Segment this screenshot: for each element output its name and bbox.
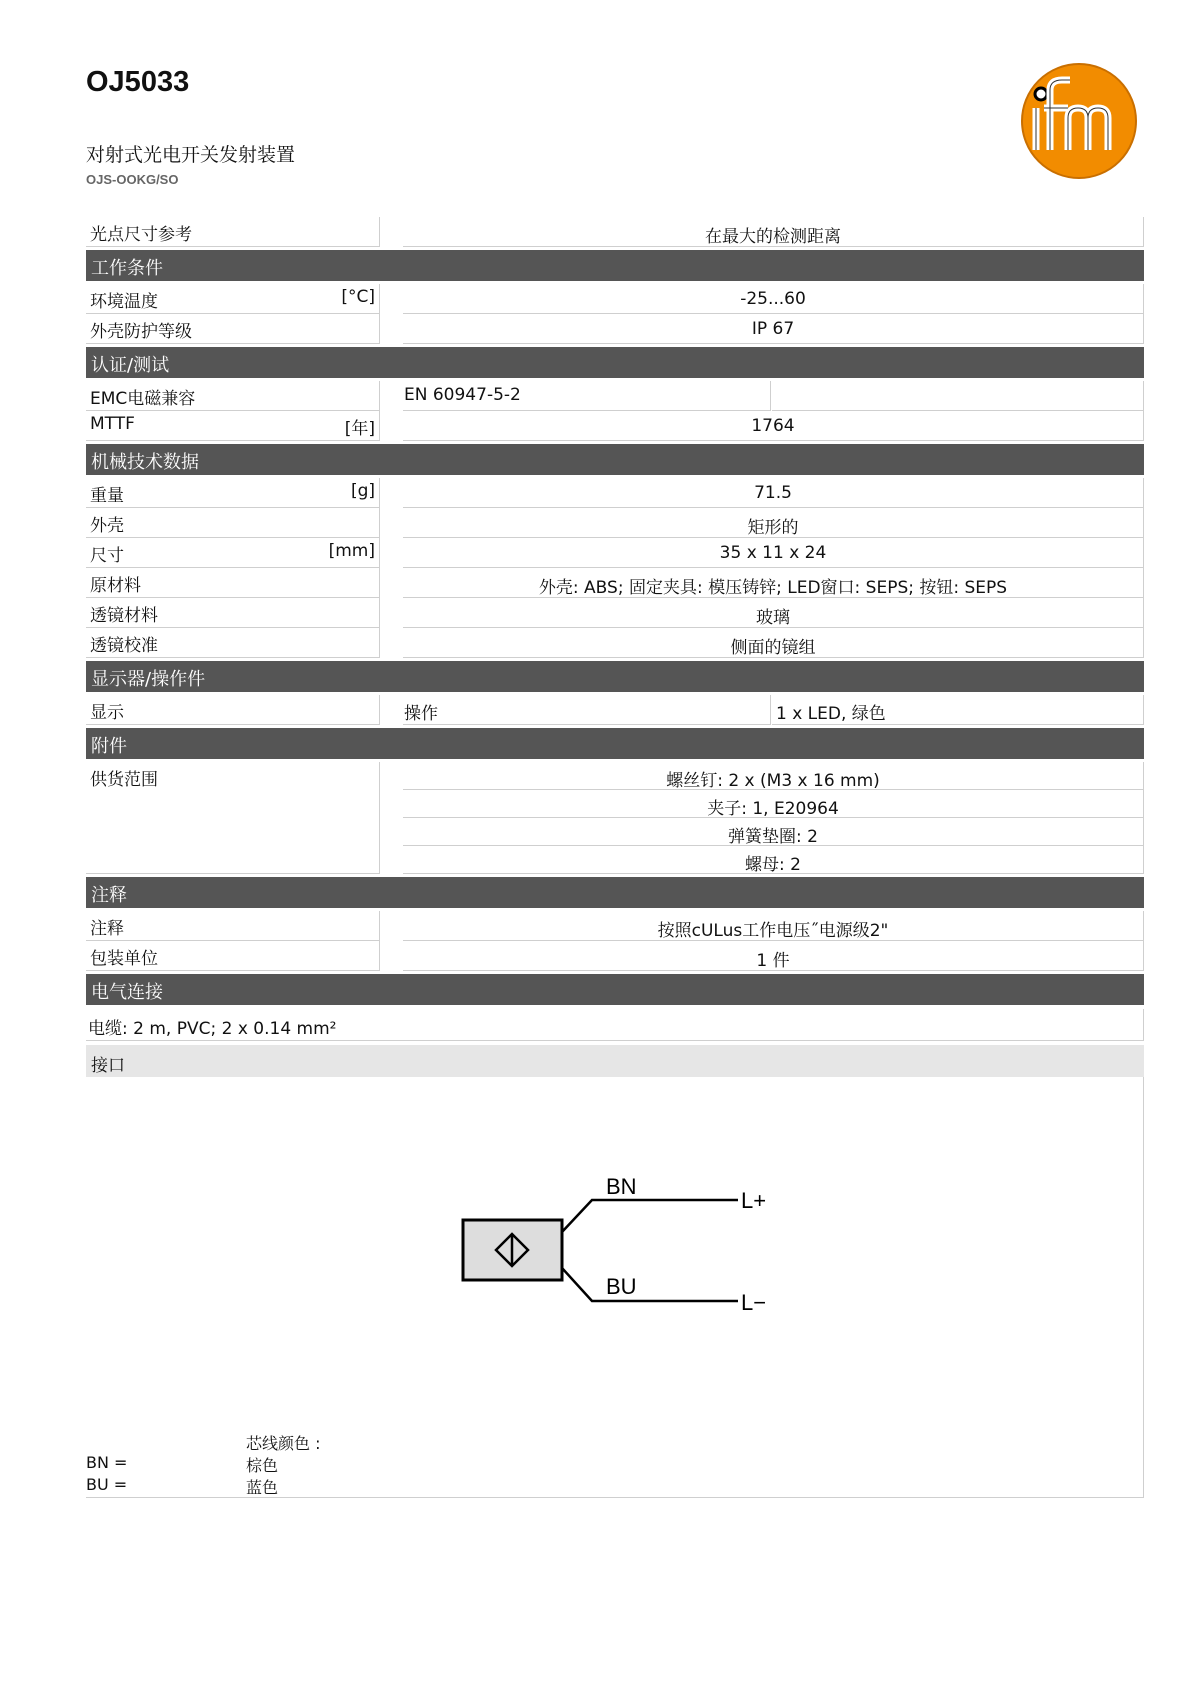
legend-code-bu: BU = xyxy=(86,1475,128,1494)
emc-empty xyxy=(772,381,1144,411)
temp-unit: [°C] xyxy=(341,287,375,307)
wire-bu xyxy=(562,1268,738,1301)
material-value: 外壳: ABS; 固定夹具: 模压铸锌; LED窗口: SEPS; 按钮: SEPS xyxy=(403,568,1144,598)
packaging-label: 包装单位 xyxy=(86,941,380,971)
wiring-diagram-panel xyxy=(86,1077,1144,1498)
temp-label: 环境温度 xyxy=(90,292,158,312)
label-bn: BN xyxy=(606,1174,637,1199)
remark-value: 按照cULus工作电压˝电源级2" xyxy=(403,911,1144,941)
weight-value: 71.5 xyxy=(403,478,1144,508)
section-electrical: 电气连接 xyxy=(86,974,1144,1005)
mttf-value: 1764 xyxy=(403,411,1144,441)
interface-heading: 接口 xyxy=(86,1045,1144,1077)
weight-label: 重量 xyxy=(90,486,124,506)
section-accessories: 附件 xyxy=(86,728,1144,759)
label-bu: BU xyxy=(606,1274,637,1299)
lens-material-label: 透镜材料 xyxy=(86,598,380,628)
scope-item: 弹簧垫圈: 2 xyxy=(403,818,1144,846)
scope-item: 螺母: 2 xyxy=(403,846,1144,874)
spot-size-row xyxy=(86,217,1144,247)
legend-color-bn: 棕色 xyxy=(246,1456,279,1475)
lens-material-value: 玻璃 xyxy=(403,598,1144,628)
section-operating: 工作条件 xyxy=(86,250,1144,281)
packaging-row xyxy=(86,941,1144,971)
mttf-label: MTTF xyxy=(90,414,135,434)
emc-row xyxy=(86,381,1144,411)
lens-material-row xyxy=(86,598,1144,628)
display-row xyxy=(86,695,1144,725)
legend-color-bu: 蓝色 xyxy=(246,1478,279,1497)
section-remarks: 注释 xyxy=(86,877,1144,908)
remark-label: 注释 xyxy=(86,911,380,941)
dimensions-label: 尺寸 xyxy=(90,546,124,566)
material-row xyxy=(86,568,1144,598)
ip-label: 外壳防护等级 xyxy=(86,314,380,344)
housing-label: 外壳 xyxy=(86,508,380,538)
scope-item: 螺丝钉: 2 x (M3 x 16 mm) xyxy=(403,762,1144,790)
datasheet xyxy=(86,217,1144,1498)
housing-value: 矩形的 xyxy=(403,508,1144,538)
scope-of-supply xyxy=(86,762,1144,874)
display-label: 显示 xyxy=(86,695,380,725)
weight-unit: [g] xyxy=(350,481,375,501)
scope-label: 供货范围 xyxy=(86,762,380,874)
spot-size-value: 在最大的检测距离 xyxy=(403,217,1144,247)
temp-value: -25...60 xyxy=(403,284,1144,314)
scope-item: 夹子: 1, E20964 xyxy=(403,790,1144,818)
housing-row xyxy=(86,508,1144,538)
display-operation: 操作 xyxy=(403,695,771,725)
material-label: 原材料 xyxy=(86,568,380,598)
emc-value: EN 60947-5-2 xyxy=(403,381,771,411)
product-code: OJS-OOKG/SO xyxy=(86,172,179,187)
dimensions-row xyxy=(86,538,1144,568)
packaging-value: 1 件 xyxy=(403,941,1144,971)
cable-spec: 电缆: 2 m, PVC; 2 x 0.14 mm² xyxy=(86,1009,1144,1041)
dimensions-unit: [mm] xyxy=(328,541,375,561)
label-l-minus: L− xyxy=(741,1290,767,1315)
ip-row xyxy=(86,314,1144,344)
remark-row xyxy=(86,911,1144,941)
mttf-unit: [年] xyxy=(344,419,375,439)
lens-alignment-value: 侧面的镜组 xyxy=(403,628,1144,658)
legend-heading: 芯线颜色 : xyxy=(246,1434,321,1453)
wire-bn xyxy=(562,1200,738,1232)
dimensions-value: 35 x 11 x 24 xyxy=(403,538,1144,568)
wiring-diagram xyxy=(86,1077,1144,1497)
mttf-row xyxy=(86,411,1144,441)
display-value: 1 x LED, 绿色 xyxy=(772,695,1144,725)
ip-value: IP 67 xyxy=(403,314,1144,344)
weight-row xyxy=(86,478,1144,508)
section-approvals: 认证/测试 xyxy=(86,347,1144,378)
temp-row xyxy=(86,284,1144,314)
product-title: OJ5033 xyxy=(86,66,190,98)
legend-code-bn: BN = xyxy=(86,1453,128,1472)
emc-label: EMC电磁兼容 xyxy=(86,381,380,411)
section-display: 显示器/操作件 xyxy=(86,661,1144,692)
product-subtitle: 对射式光电开关发射装置 xyxy=(86,144,296,166)
lens-alignment-row xyxy=(86,628,1144,658)
lens-alignment-label: 透镜校准 xyxy=(86,628,380,658)
section-mechanical: 机械技术数据 xyxy=(86,444,1144,475)
label-l-plus: L+ xyxy=(741,1188,767,1213)
ifm-logo xyxy=(1020,62,1138,180)
spot-size-label: 光点尺寸参考 xyxy=(86,217,380,247)
